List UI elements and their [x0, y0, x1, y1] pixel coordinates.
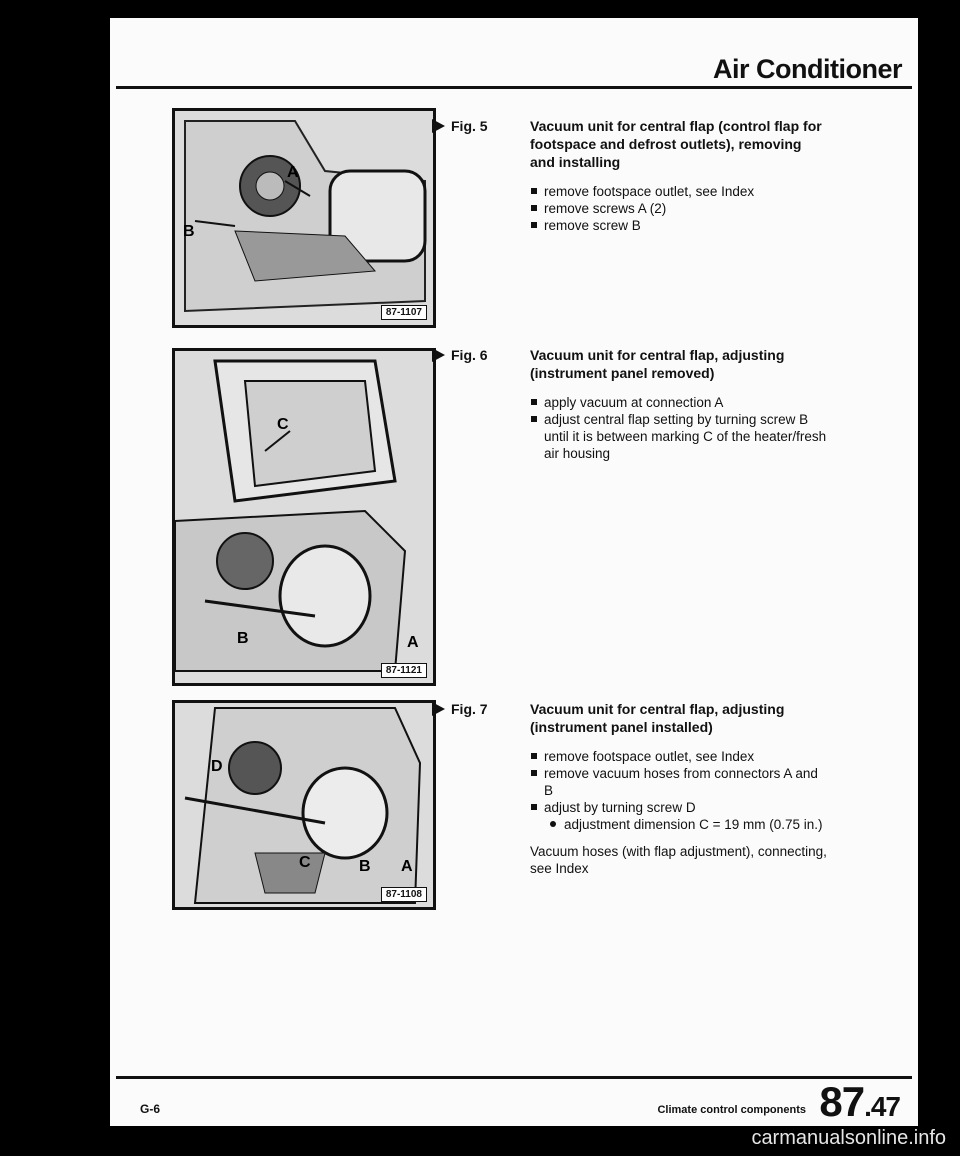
- figure-7-section: [530, 700, 830, 877]
- figure-6-section: [530, 346, 830, 462]
- figure-7-step: remove vacuum hoses from connectors A and B: [530, 765, 830, 799]
- figure-7-drawing: [175, 703, 433, 907]
- figure-6-title: Vacuum unit for central flap, adjusting (instrument panel removed): [530, 347, 785, 381]
- figure-6-label-wrap: [432, 347, 488, 363]
- figure-7-id: 87-1108: [381, 887, 427, 902]
- header-rule: [116, 86, 912, 89]
- page-header-title: Air Conditioner: [713, 54, 902, 84]
- pointer-arrow-icon: [432, 119, 445, 133]
- footer-page-number: [819, 1078, 900, 1126]
- figure-7-step: adjust by turning screw D: [530, 799, 830, 816]
- figure-5-drawing: [175, 111, 433, 325]
- pointer-arrow-icon: [432, 348, 445, 362]
- footer-page: .47: [864, 1091, 900, 1122]
- footer-page-code: G-6: [140, 1102, 161, 1116]
- manual-page: [110, 18, 918, 1126]
- figure-6-step: adjust central flap setting by turning screw B until it is between marking C of the heater/fresh air housing: [530, 411, 830, 462]
- figure-7-note: Vacuum hoses (with flap adjustment), connecting, see Index: [530, 844, 827, 876]
- figure-5-title: Vacuum unit for central flap (control flap for footspace and defrost outlets), removing and installing: [530, 118, 822, 170]
- figure-5-label-wrap: [432, 118, 488, 134]
- figure-6-drawing: [175, 351, 433, 683]
- figure-7-substep: adjustment dimension C = 19 mm (0.75 in.): [530, 816, 830, 833]
- figure-5-id: 87-1107: [381, 305, 427, 320]
- figure-7-step: remove footspace outlet, see Index: [530, 748, 830, 765]
- figure-7-callout-a: A: [401, 858, 413, 875]
- figure-6-callout-c: C: [277, 416, 289, 433]
- watermark: carmanualsonline.info: [751, 1127, 946, 1149]
- figure-6-label: Fig. 6: [451, 347, 488, 363]
- pointer-arrow-icon: [432, 702, 445, 716]
- figure-7-callout-b: B: [359, 858, 371, 875]
- figure-7-callout-d: D: [211, 758, 223, 775]
- figure-6-callout-b: B: [237, 630, 249, 647]
- figure-6-id: 87-1121: [381, 663, 427, 678]
- footer-group: 87: [819, 1078, 865, 1125]
- figure-6-step: apply vacuum at connection A: [530, 394, 830, 411]
- figure-7-title: Vacuum unit for central flap, adjusting (instrument panel installed): [530, 701, 785, 735]
- figure-5-callout-a: A: [287, 164, 299, 181]
- figure-5-step: remove footspace outlet, see Index: [530, 183, 830, 200]
- figure-5-section: [530, 117, 830, 234]
- footer-rule: [116, 1076, 912, 1079]
- figure-5-illustration: [172, 108, 436, 328]
- figure-5-label: Fig. 5: [451, 118, 488, 134]
- figure-7-label: Fig. 7: [451, 701, 488, 717]
- figure-7-illustration: [172, 700, 436, 910]
- figure-6-callout-a: A: [407, 634, 419, 651]
- figure-7-callout-c: C: [299, 854, 311, 871]
- figure-5-callout-b: B: [183, 223, 195, 240]
- figure-6-illustration: [172, 348, 436, 686]
- figure-5-step: remove screws A (2): [530, 200, 830, 217]
- footer-caption: Climate control components: [657, 1104, 806, 1116]
- figure-7-label-wrap: [432, 701, 488, 717]
- figure-5-step: remove screw B: [530, 217, 830, 234]
